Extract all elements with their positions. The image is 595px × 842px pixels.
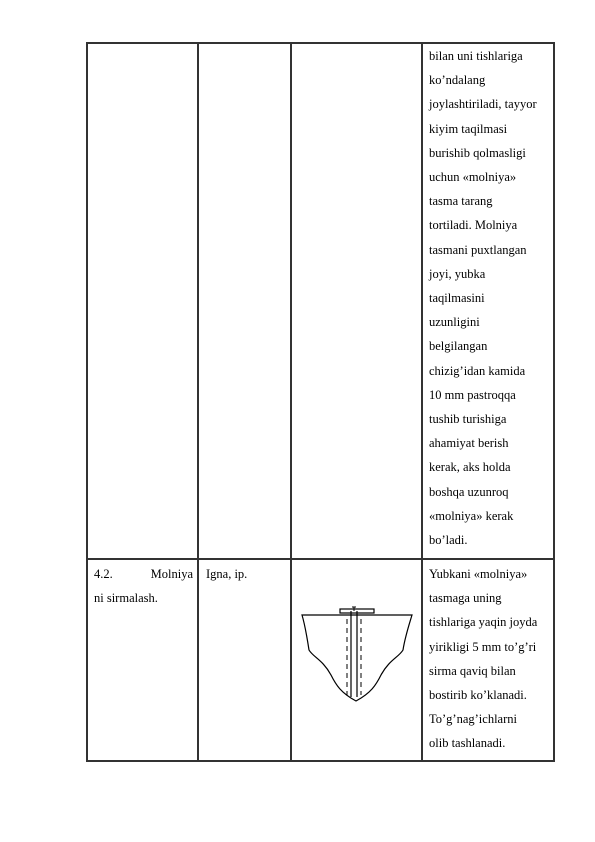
table-row-2-step xyxy=(94,562,193,610)
step-number: 4.2. xyxy=(94,567,113,581)
table-border-right xyxy=(553,42,555,762)
column-divider-1 xyxy=(197,42,199,762)
table-row-2-description xyxy=(429,562,553,756)
step-rest: ni sirmalash. xyxy=(94,591,158,606)
description-text: Yubkani «molniya» tasmaga uning tishlariga yaqin joyda yirikligi 5 mm to’g’ri sirma qaviq bilan bostirib ko’klanadi. To’g’nag’ichlarni olib tashlanadi. xyxy=(429,567,538,751)
tools-text: Igna, ip. xyxy=(206,567,248,581)
table-row-2-tools xyxy=(206,562,288,586)
description-text: bilan uni tishlariga ko’ndalang joylashtiriladi, tayyor kiyim taqilmasi burishib qolmasligi uchun «molniya» tasma tarang tortiladi. Molniya tasmani puxtlangan joyi, yubka taqilmasini uzunligini belgilangan chizig’idan kamida 10 mm pastroqqa tushib turishiga ahamiyat berish kerak, aks holda boshqa uzunroq «molniya» kerak bo’ladi. xyxy=(429,49,537,548)
skirt-zipper-sketch-icon xyxy=(301,605,416,705)
column-divider-2 xyxy=(290,42,292,762)
step-heading xyxy=(94,562,193,586)
column-divider-3 xyxy=(421,42,423,762)
table-border-bottom xyxy=(86,760,555,762)
row-divider xyxy=(86,558,555,560)
instruction-table xyxy=(86,42,555,762)
table-row-1-description xyxy=(429,44,553,552)
step-word: Molniya xyxy=(150,567,193,581)
table-border-left xyxy=(86,42,88,762)
